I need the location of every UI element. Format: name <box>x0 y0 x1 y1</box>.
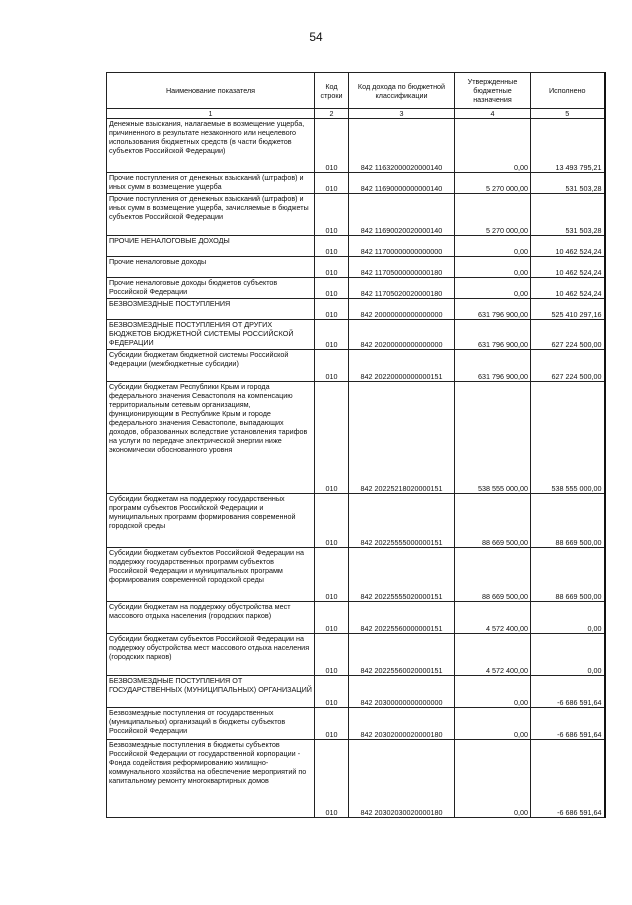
row-name: Субсидии бюджетам на поддержку государственных программ субъектов Российской Федерации и муниципальных программ формирования современной городской среды <box>107 494 315 548</box>
row-kbk: 842 11705000000000180 <box>349 257 455 278</box>
row-approved: 5 270 000,00 <box>455 173 531 194</box>
row-kbk: 842 20000000000000000 <box>349 299 455 320</box>
row-executed: 525 410 297,16 <box>531 299 605 320</box>
table-header-row <box>107 73 605 109</box>
table-row <box>107 320 605 350</box>
row-approved: 0,00 <box>455 119 531 173</box>
row-executed: 531 503,28 <box>531 194 605 236</box>
row-name: Субсидии бюджетам на поддержку обустройства мест массового отдыха населения (городских парков) <box>107 602 315 634</box>
row-code: 010 <box>315 382 349 494</box>
row-kbk: 842 20302030020000180 <box>349 740 455 818</box>
row-approved: 0,00 <box>455 257 531 278</box>
row-code: 010 <box>315 257 349 278</box>
table-row <box>107 257 605 278</box>
row-code: 010 <box>315 634 349 676</box>
row-code: 010 <box>315 299 349 320</box>
row-executed: -6 686 591,64 <box>531 676 605 708</box>
row-name: БЕЗВОЗМЕЗДНЫЕ ПОСТУПЛЕНИЯ ОТ ГОСУДАРСТВЕННЫХ (МУНИЦИПАЛЬНЫХ) ОРГАНИЗАЦИЙ <box>107 676 315 708</box>
row-approved: 5 270 000,00 <box>455 194 531 236</box>
row-kbk: 842 20225555020000151 <box>349 548 455 602</box>
header-executed: Исполнено <box>531 73 605 109</box>
table-row <box>107 708 605 740</box>
row-kbk: 842 20302000020000180 <box>349 708 455 740</box>
table-row <box>107 602 605 634</box>
column-number: 4 <box>455 109 531 119</box>
row-kbk: 842 20225218020000151 <box>349 382 455 494</box>
row-kbk: 842 11705020020000180 <box>349 278 455 299</box>
row-code: 010 <box>315 548 349 602</box>
row-kbk: 842 11690000000000140 <box>349 173 455 194</box>
row-executed: -6 686 591,64 <box>531 708 605 740</box>
page-number: 54 <box>309 30 323 44</box>
table-row <box>107 676 605 708</box>
table-row <box>107 194 605 236</box>
row-executed: 10 462 524,24 <box>531 257 605 278</box>
row-name: Прочие поступления от денежных взысканий (штрафов) и иных сумм в возмещение ущерба <box>107 173 315 194</box>
row-approved: 88 669 500,00 <box>455 494 531 548</box>
row-executed: 627 224 500,00 <box>531 320 605 350</box>
row-kbk: 842 20200000000000000 <box>349 320 455 350</box>
row-name: БЕЗВОЗМЕЗДНЫЕ ПОСТУПЛЕНИЯ <box>107 299 315 320</box>
row-name: Прочие неналоговые доходы <box>107 257 315 278</box>
row-name: Субсидии бюджетам субъектов Российской Федерации на поддержку государственных программ субъектов Российской Федерации и муниципальных программ формирования современной городской среды <box>107 548 315 602</box>
row-kbk: 842 11632000020000140 <box>349 119 455 173</box>
row-code: 010 <box>315 350 349 382</box>
row-executed: 88 669 500,00 <box>531 548 605 602</box>
row-name: БЕЗВОЗМЕЗДНЫЕ ПОСТУПЛЕНИЯ ОТ ДРУГИХ БЮДЖЕТОВ БЮДЖЕТНОЙ СИСТЕМЫ РОССИЙСКОЙ ФЕДЕРАЦИИ <box>107 320 315 350</box>
row-name: Субсидии бюджетам Республики Крым и города федерального значения Севастополя на компенсацию территориальным сетевым организациям, функционирующим в Республике Крым и городе федерального значения Севастополе, выпадающих доходов, образованных вследствие установления тарифов на услуги по передаче электрической энергии ниже экономически обоснованного уровня <box>107 382 315 494</box>
header-income-code: Код дохода по бюджетной классификации <box>349 73 455 109</box>
row-approved: 538 555 000,00 <box>455 382 531 494</box>
row-code: 010 <box>315 740 349 818</box>
row-name: Прочие поступления от денежных взысканий (штрафов) и иных сумм в возмещение ущерба, зачисляемые в бюджеты субъектов Российской Федерации <box>107 194 315 236</box>
row-executed: 0,00 <box>531 634 605 676</box>
table-row <box>107 119 605 173</box>
row-kbk: 842 11700000000000000 <box>349 236 455 257</box>
row-code: 010 <box>315 236 349 257</box>
row-code: 010 <box>315 119 349 173</box>
row-name: Субсидии бюджетам бюджетной системы Российской Федерации (межбюджетные субсидии) <box>107 350 315 382</box>
row-kbk: 842 11690020020000140 <box>349 194 455 236</box>
row-executed: 88 669 500,00 <box>531 494 605 548</box>
table-row <box>107 634 605 676</box>
row-approved: 0,00 <box>455 676 531 708</box>
row-code: 010 <box>315 708 349 740</box>
table-row <box>107 548 605 602</box>
row-approved: 0,00 <box>455 708 531 740</box>
table-row <box>107 299 605 320</box>
row-name: Денежные взыскания, налагаемые в возмещение ущерба, причиненного в результате незаконного или нецелевого использования бюджетных средств (в части бюджетов субъектов Российской Федерации) <box>107 119 315 173</box>
header-indicator-name: Наименование показателя <box>107 73 315 109</box>
column-number: 1 <box>107 109 315 119</box>
row-executed: 10 462 524,24 <box>531 278 605 299</box>
row-code: 010 <box>315 194 349 236</box>
row-kbk: 842 20220000000000151 <box>349 350 455 382</box>
header-approved: Утвержденные бюджетные назначения <box>455 73 531 109</box>
row-kbk: 842 20300000000000000 <box>349 676 455 708</box>
row-approved: 88 669 500,00 <box>455 548 531 602</box>
table-row <box>107 350 605 382</box>
row-approved: 631 796 900,00 <box>455 350 531 382</box>
row-executed: -6 686 591,64 <box>531 740 605 818</box>
table-row <box>107 173 605 194</box>
row-approved: 0,00 <box>455 740 531 818</box>
row-executed: 13 493 795,21 <box>531 119 605 173</box>
row-executed: 0,00 <box>531 602 605 634</box>
row-code: 010 <box>315 602 349 634</box>
row-code: 010 <box>315 320 349 350</box>
column-number: 3 <box>349 109 455 119</box>
row-approved: 631 796 900,00 <box>455 299 531 320</box>
column-number: 2 <box>315 109 349 119</box>
row-code: 010 <box>315 494 349 548</box>
header-line-code: Код строки <box>315 73 349 109</box>
row-name: ПРОЧИЕ НЕНАЛОГОВЫЕ ДОХОДЫ <box>107 236 315 257</box>
row-name: Прочие неналоговые доходы бюджетов субъектов Российской Федерации <box>107 278 315 299</box>
row-code: 010 <box>315 173 349 194</box>
row-approved: 631 796 900,00 <box>455 320 531 350</box>
column-number: 5 <box>531 109 605 119</box>
row-kbk: 842 20225560020000151 <box>349 634 455 676</box>
row-approved: 4 572 400,00 <box>455 602 531 634</box>
budget-execution-table <box>106 72 606 818</box>
row-executed: 10 462 524,24 <box>531 236 605 257</box>
column-number-row <box>107 109 605 119</box>
row-executed: 538 555 000,00 <box>531 382 605 494</box>
table-row <box>107 236 605 257</box>
row-name: Безвозмездные поступления от государственных (муниципальных) организаций в бюджеты субъектов Российской Федерации <box>107 708 315 740</box>
row-code: 010 <box>315 278 349 299</box>
table-row <box>107 740 605 818</box>
row-approved: 4 572 400,00 <box>455 634 531 676</box>
row-name: Безвозмездные поступления в бюджеты субъектов Российской Федерации от государственной корпорации - Фонда содействия реформированию жилищно-коммунального хозяйства на обеспечение мероприятий по капитальному ремонту многоквартирных домов <box>107 740 315 818</box>
row-approved: 0,00 <box>455 278 531 299</box>
row-code: 010 <box>315 676 349 708</box>
row-kbk: 842 20225555000000151 <box>349 494 455 548</box>
table-row <box>107 382 605 494</box>
row-approved: 0,00 <box>455 236 531 257</box>
row-name: Субсидии бюджетам субъектов Российской Федерации на поддержку обустройства мест массового отдыха населения (городских парков) <box>107 634 315 676</box>
row-executed: 627 224 500,00 <box>531 350 605 382</box>
table-row <box>107 494 605 548</box>
row-kbk: 842 20225560000000151 <box>349 602 455 634</box>
table-row <box>107 278 605 299</box>
row-executed: 531 503,28 <box>531 173 605 194</box>
